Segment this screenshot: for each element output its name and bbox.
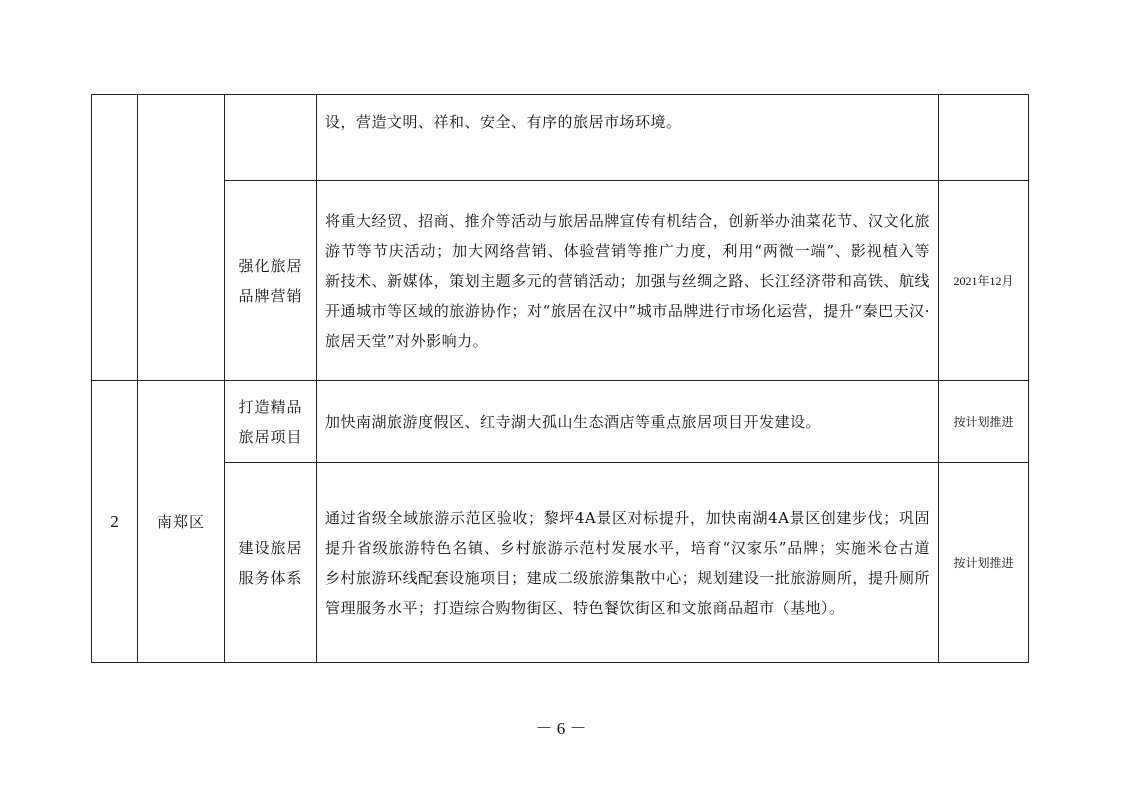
- index-cell: [92, 381, 138, 663]
- timeline-cell: [939, 181, 1029, 381]
- timeline-cell: [939, 463, 1029, 663]
- timeline-cell: [939, 381, 1029, 463]
- task-content: 将重大经贸、招商、推介等活动与旅居品牌宣传有机结合，创新举办油菜花节、汉文化旅游节等节庆活动；加大网络营销、体验营销等推广力度，利用“两微一端”、影视植入等新技术、新媒体，策划主题多元的营销活动；加强与丝绸之路、长江经济带和高铁、航线开通城市等区域的旅游协作；对“旅居在汉中”城市品牌进行市场化运营，提升“秦巴天汉·旅居天堂”对外影响力。: [325, 211, 930, 350]
- table-row: [92, 463, 1029, 663]
- task-content: 加快南湖旅游度假区、红寺湖大孤山生态酒店等重点旅居项目开发建设。: [325, 412, 822, 431]
- content-cell: [317, 463, 939, 663]
- content-cell: [317, 95, 939, 181]
- task-timeline: 按计划推进: [953, 555, 1014, 570]
- table-row: [92, 95, 1029, 181]
- task-cell: [225, 381, 317, 463]
- table-row: [92, 181, 1029, 381]
- task-cell: [225, 95, 317, 181]
- area-cell: [138, 95, 225, 381]
- task-timeline: 2021年12月: [953, 273, 1014, 288]
- table-row: [92, 381, 1029, 463]
- area-name: 南郑区: [156, 513, 205, 531]
- timeline-cell: [939, 95, 1029, 181]
- work-plan-table: [91, 94, 1029, 663]
- task-content: 设，营造文明、祥和、安全、有序的旅居市场环境。: [325, 113, 682, 131]
- task-cell: [225, 181, 317, 381]
- task-name: 建设旅居服务体系: [238, 538, 303, 587]
- content-cell: [317, 381, 939, 463]
- page-number: － 6 －: [535, 719, 587, 738]
- task-timeline: 按计划推进: [953, 414, 1014, 429]
- task-content: 通过省级全域旅游示范区验收；黎坪4A景区对标提升，加快南湖4A景区创建步伐；巩固提升省级旅游特色名镇、乡村旅游示范村发展水平，培育“汉家乐”品牌；实施米仓古道乡村旅游环线配套设施项目；建成二级旅游集散中心；规划建设一批旅游厕所，提升厕所管理服务水平；打造综合购物街区、特色餐饮街区和文旅商品超市（基地）。: [325, 508, 930, 617]
- content-cell: [317, 181, 939, 381]
- area-cell: [138, 381, 225, 663]
- task-cell: [225, 463, 317, 663]
- task-name: 打造精品旅居项目: [238, 397, 303, 446]
- row-index: 2: [110, 511, 119, 531]
- index-cell: [92, 95, 138, 381]
- task-name: 强化旅居品牌营销: [238, 256, 303, 305]
